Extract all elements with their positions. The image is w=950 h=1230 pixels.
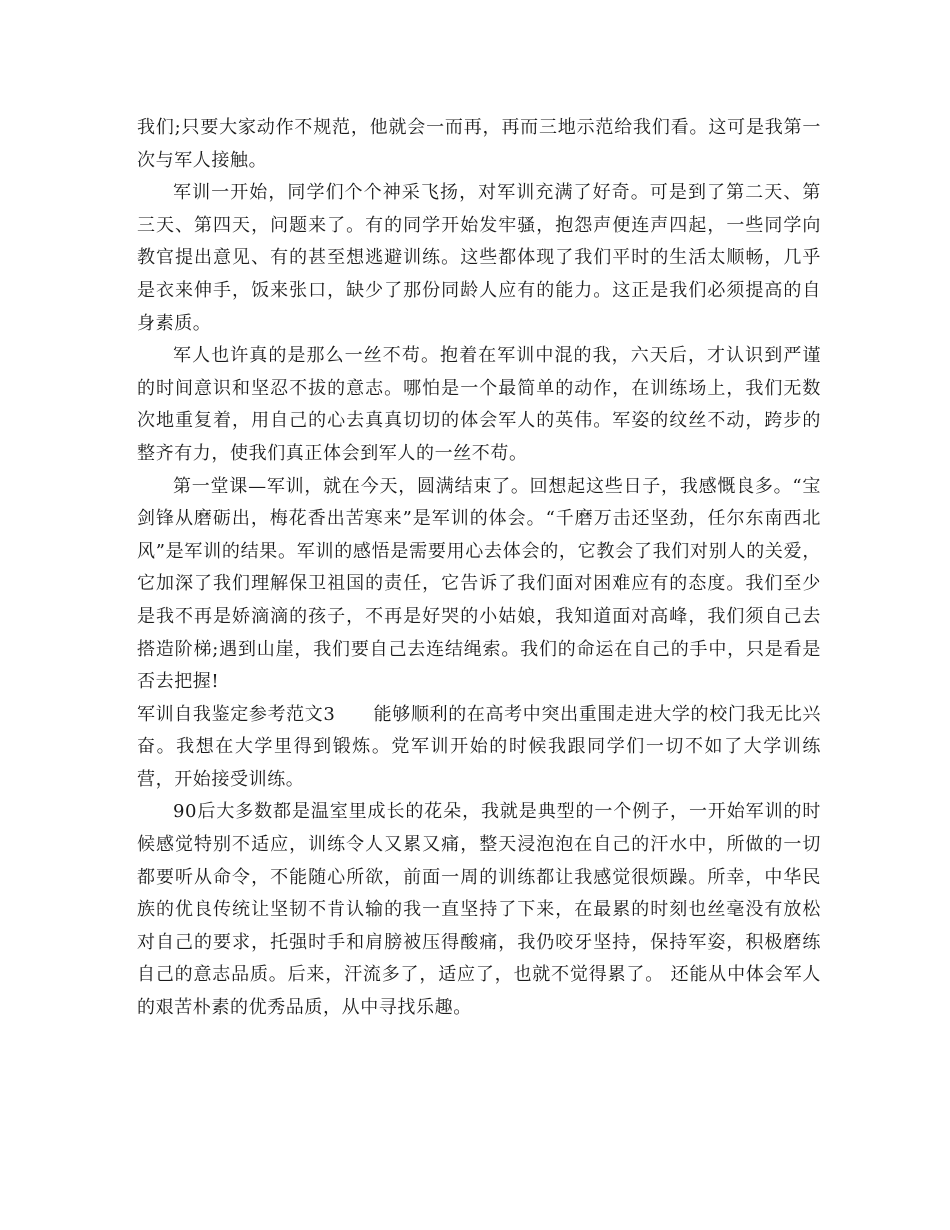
paragraph-6: 90后大多数都是温室里成长的花朵，我就是典型的一个例子，一开始军训的时候感觉特别不适应，训练令人又累又痛，整天浸泡泡在自己的汗水中，所做的一切都要听从命令，不能随心所欲，前面一周的训练都让我感觉很烦躁。所幸，中华民族的优良传统让坚韧不肯认输的我一直坚持了下来，在最累的时刻也丝毫没有放松对自己的要求，托强时手和肩膀被压得酸痛，我仍咬牙坚持，保持军姿，积极磨练自己的意志品质。后来，汗流多了，适应了，也就不觉得累了。 还能从中体会军人的艰苦朴素的优秀品质，从中寻找乐趣。 bbox=[137, 801, 821, 1019]
paragraph-5-text: 能够顺利的在高考中突出重围走进大学的校门我无比兴奋。我想在大学里得到锻炼。党军训开始的时候我跟同学们一切不如了大学训练营，开始接受训练。 bbox=[137, 703, 821, 790]
paragraph-4: 第一堂课—军训，就在今天，圆满结束了。回想起这些日子，我感慨良多。“宝剑锋从磨砺出，梅花香出苦寒来”是军训的体会。“千磨万击还坚劲，任尔东南西北风”是军训的结果。军训的感悟是需要用心去体会的，它教会了我们对别人的关爱，它加深了我们理解保卫祖国的责任，它告诉了我们面对困难应有的态度。我们至少是我不再是娇滴滴的孩子，不再是好哭的小姑娘，我知道面对高峰，我们须自己去搭造阶梯;遇到山崖，我们要自己去连结绳索。我们的命运在自己的手中，只是看是否去把握! bbox=[137, 475, 821, 693]
paragraph-2: 军训一开始，同学们个个神采飞扬，对军训充满了好奇。可是到了第二天、第三天、第四天，问题来了。有的同学开始发牢骚，抱怨声便连声四起，一些同学向教官提出意见、有的甚至想逃避训练。这些都体现了我们平时的生活太顺畅，几乎是衣来伸手，饭来张口，缺少了那份同龄人应有的能力。这正是我们必须提高的自身素质。 bbox=[137, 182, 821, 334]
paragraph-5 bbox=[137, 699, 821, 797]
document-body bbox=[137, 112, 821, 1025]
section-heading: 军训自我鉴定参考范文3 bbox=[137, 703, 336, 725]
paragraph-1: 我们;只要大家动作不规范，他就会一而再，再而三地示范给我们看。这可是我第一次与军人接触。 bbox=[137, 117, 821, 171]
paragraph-3: 军人也许真的是那么一丝不苟。抱着在军训中混的我，六天后，才认识到严谨的时间意识和坚忍不拔的意志。哪怕是一个最简单的动作，在训练场上，我们无数次地重复着，用自己的心去真真切切的体会军人的英伟。军姿的纹丝不动，跨步的整齐有力，使我们真正体会到军人的一丝不苟。 bbox=[137, 345, 821, 464]
heading-gap bbox=[335, 704, 373, 725]
